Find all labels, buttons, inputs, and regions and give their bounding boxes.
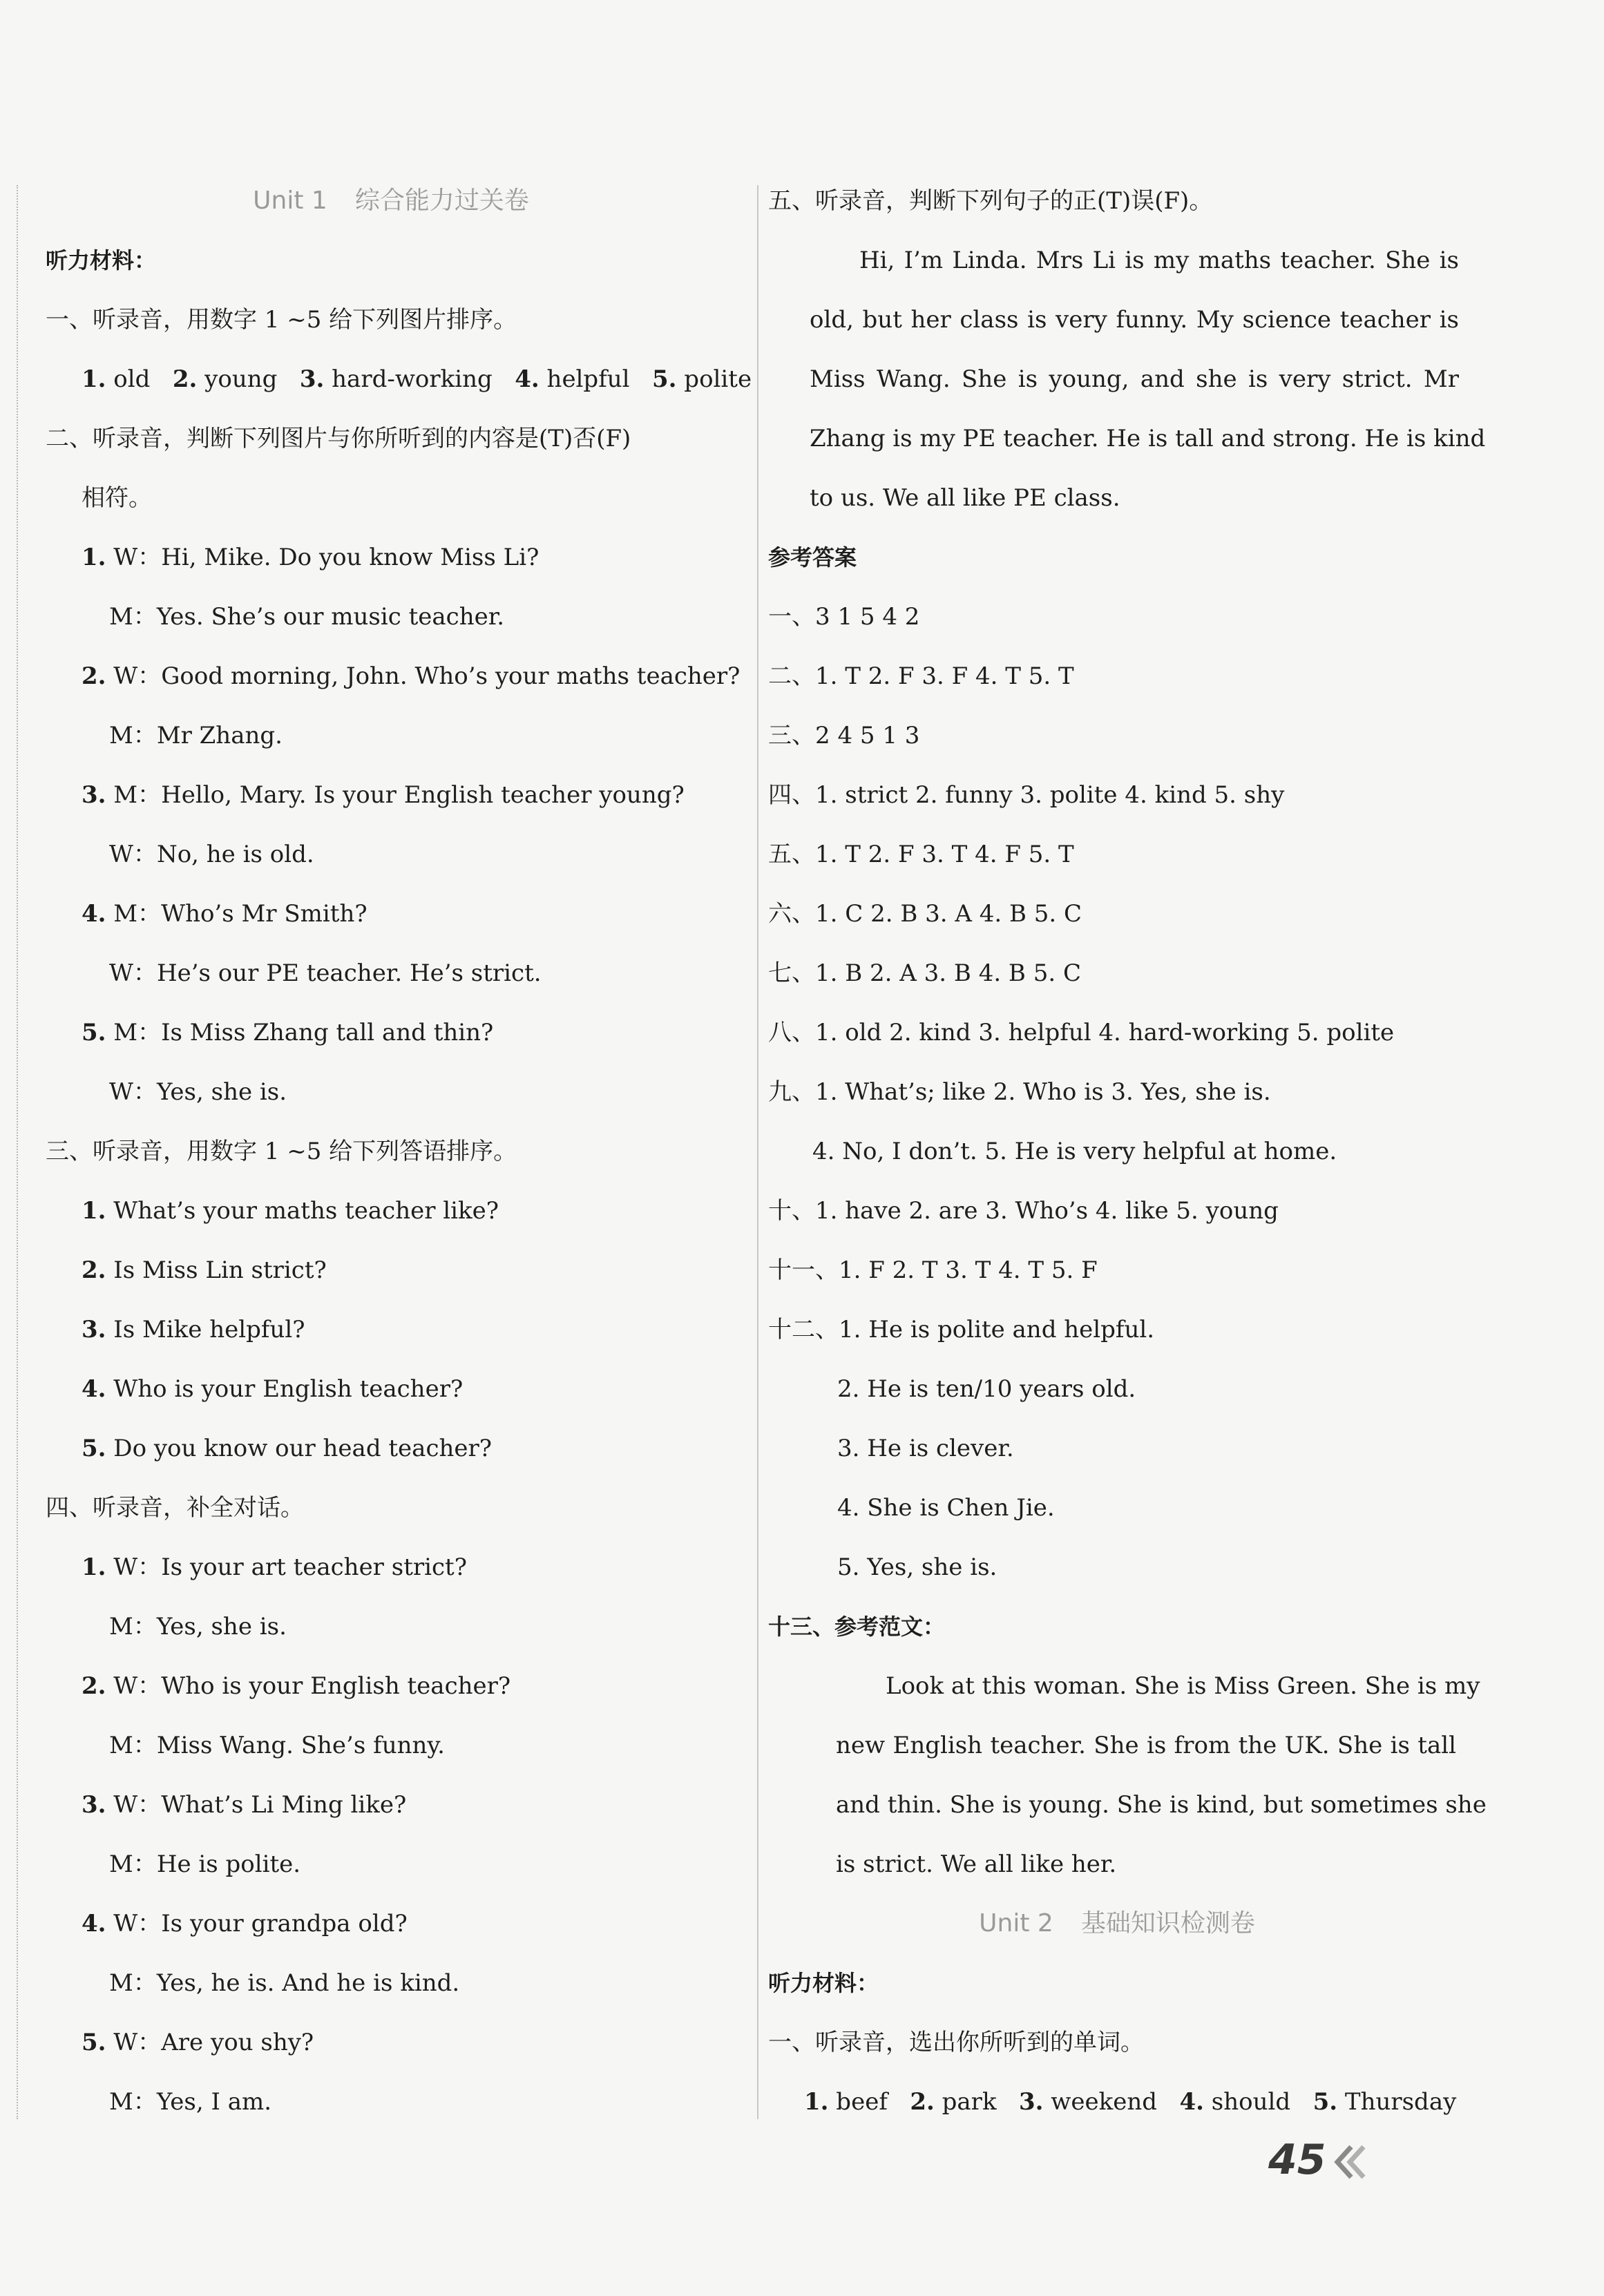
unit2-listening-heading: 听力材料： [768,1970,879,1996]
answer-row-cont: 4. No, I don’t. 5. He is very helpful at home. [812,1138,1337,1165]
section4-heading: 四、听录音，补全对话。 [46,1494,304,1522]
left-column [46,171,752,2132]
listening-passage: Hi, I’m Linda. Mrs Li is my maths teacher. She is old, but her class is very funny. My science teacher is Miss Wang. She is young, and she is very strict. Mr Zhang is my PE teacher. He is tall and strong. He is kind to us. We all like PE class. [810,247,1486,512]
sample-essay-heading: 十三、参考范文： [768,1614,946,1640]
answer-row-cont: 3. He is clever. [837,1435,1014,1462]
section1-items: 1. old 2. young 3. hard-working 4. helpful 5. polite [82,365,752,393]
unit1-title: Unit 1 综合能力过关卷 [253,186,529,215]
page-number: 45 [1268,2136,1326,2184]
dialog-line: 1. W：Is your art teacher strict? [82,1553,467,1581]
dialog-line: 4. W：Is your grandpa old? [82,1910,408,1938]
unit2-title: Unit 2 基础知识检测卷 [979,1909,1255,1938]
dialog-reply: W：Yes, she is. [109,1078,287,1106]
dialog-reply: M：He is polite. [109,1850,301,1878]
dialog-reply: M：Mr Zhang. [109,722,283,749]
answer-row: 九、1. What’s; like 2. Who is 3. Yes, she is. [768,1078,1271,1106]
answer-row: 一、3 1 5 4 2 [768,603,920,631]
answer-row: 十、1. have 2. are 3. Who’s 4. like 5. young [768,1197,1279,1225]
dialog-line: 3. M：Hello, Mary. Is your English teacher young? [82,781,685,809]
dialog-line: 2. W：Good morning, John. Who’s your maths teacher? [82,662,741,690]
dialog-line: 3. W：What’s Li Ming like? [82,1791,407,1819]
dialog-line: 5. W：Are you shy? [82,2029,314,2056]
answer-row: 八、1. old 2. kind 3. helpful 4. hard-working 5. polite [768,1019,1395,1046]
answer-row: 四、1. strict 2. funny 3. polite 4. kind 5. shy [768,781,1285,809]
answer-row: 二、1. T 2. F 3. F 4. T 5. T [768,662,1074,690]
list-item: 5. Do you know our head teacher? [82,1435,492,1462]
answer-row: 七、1. B 2. A 3. B 4. B 5. C [768,959,1081,987]
list-item: 3. Is Mike helpful? [82,1316,305,1343]
answer-row: 六、1. C 2. B 3. A 4. B 5. C [768,900,1082,928]
listening-heading: 听力材料： [46,247,157,274]
answer-row-cont: 5. Yes, she is. [837,1553,997,1581]
right-column [768,171,1487,2132]
section5-heading: 五、听录音，判断下列句子的正(T)误(F)。 [768,187,1213,215]
dialog-line: 5. M：Is Miss Zhang tall and thin? [82,1019,494,1046]
dialog-line: 2. W：Who is your English teacher? [82,1672,511,1700]
sample-essay: Look at this woman. She is Miss Green. She is my new English teacher. She is from the UK. She is tall and thin. She is young. She is kind, but sometimes she is strict. We all like her. [836,1672,1487,1878]
answer-row: 十二、1. He is polite and helpful. [768,1316,1155,1343]
double-chevron-left-icon [1332,2141,1373,2183]
unit2-section1-heading: 一、听录音，选出你所听到的单词。 [768,2029,1144,2056]
dialog-reply: M：Yes, I am. [109,2088,272,2116]
answer-row: 五、1. T 2. F 3. T 4. F 5. T [768,841,1074,868]
section2-heading-cont: 相符。 [82,484,152,512]
left-margin-rule [17,185,18,2119]
dialog-reply: M：Miss Wang. She’s funny. [109,1732,445,1759]
dialog-reply: M：Yes. She’s our music teacher. [109,603,505,631]
section3-heading: 三、听录音，用数字 1 ~5 给下列答语排序。 [46,1138,517,1165]
column-divider [757,185,758,2119]
answers-heading: 参考答案 [768,544,857,571]
section2-heading: 二、听录音，判断下列图片与你所听到的内容是(T)否(F) [46,425,631,452]
dialog-reply: M：Yes, he is. And he is kind. [109,1969,460,1997]
answer-row-cont: 2. He is ten/10 years old. [837,1375,1136,1403]
answer-row-cont: 4. She is Chen Jie. [837,1494,1055,1522]
answer-row: 十一、1. F 2. T 3. T 4. T 5. F [768,1256,1098,1284]
dialog-reply: W：No, he is old. [109,841,314,868]
list-item: 2. Is Miss Lin strict? [82,1256,327,1284]
dialog-reply: W：He’s our PE teacher. He’s strict. [109,959,542,987]
list-item: 4. Who is your English teacher? [82,1375,464,1403]
dialog-reply: M：Yes, she is. [109,1613,287,1640]
section1-heading: 一、听录音，用数字 1 ~5 给下列图片排序。 [46,306,517,334]
dialog-line: 1. W：Hi, Mike. Do you know Miss Li? [82,544,540,571]
answer-row: 三、2 4 5 1 3 [768,722,920,749]
dialog-line: 4. M：Who’s Mr Smith? [82,900,367,928]
list-item: 1. What’s your maths teacher like? [82,1197,499,1225]
unit2-section1-items: 1. beef 2. park 3. weekend 4. should 5. Thursday [804,2088,1457,2116]
